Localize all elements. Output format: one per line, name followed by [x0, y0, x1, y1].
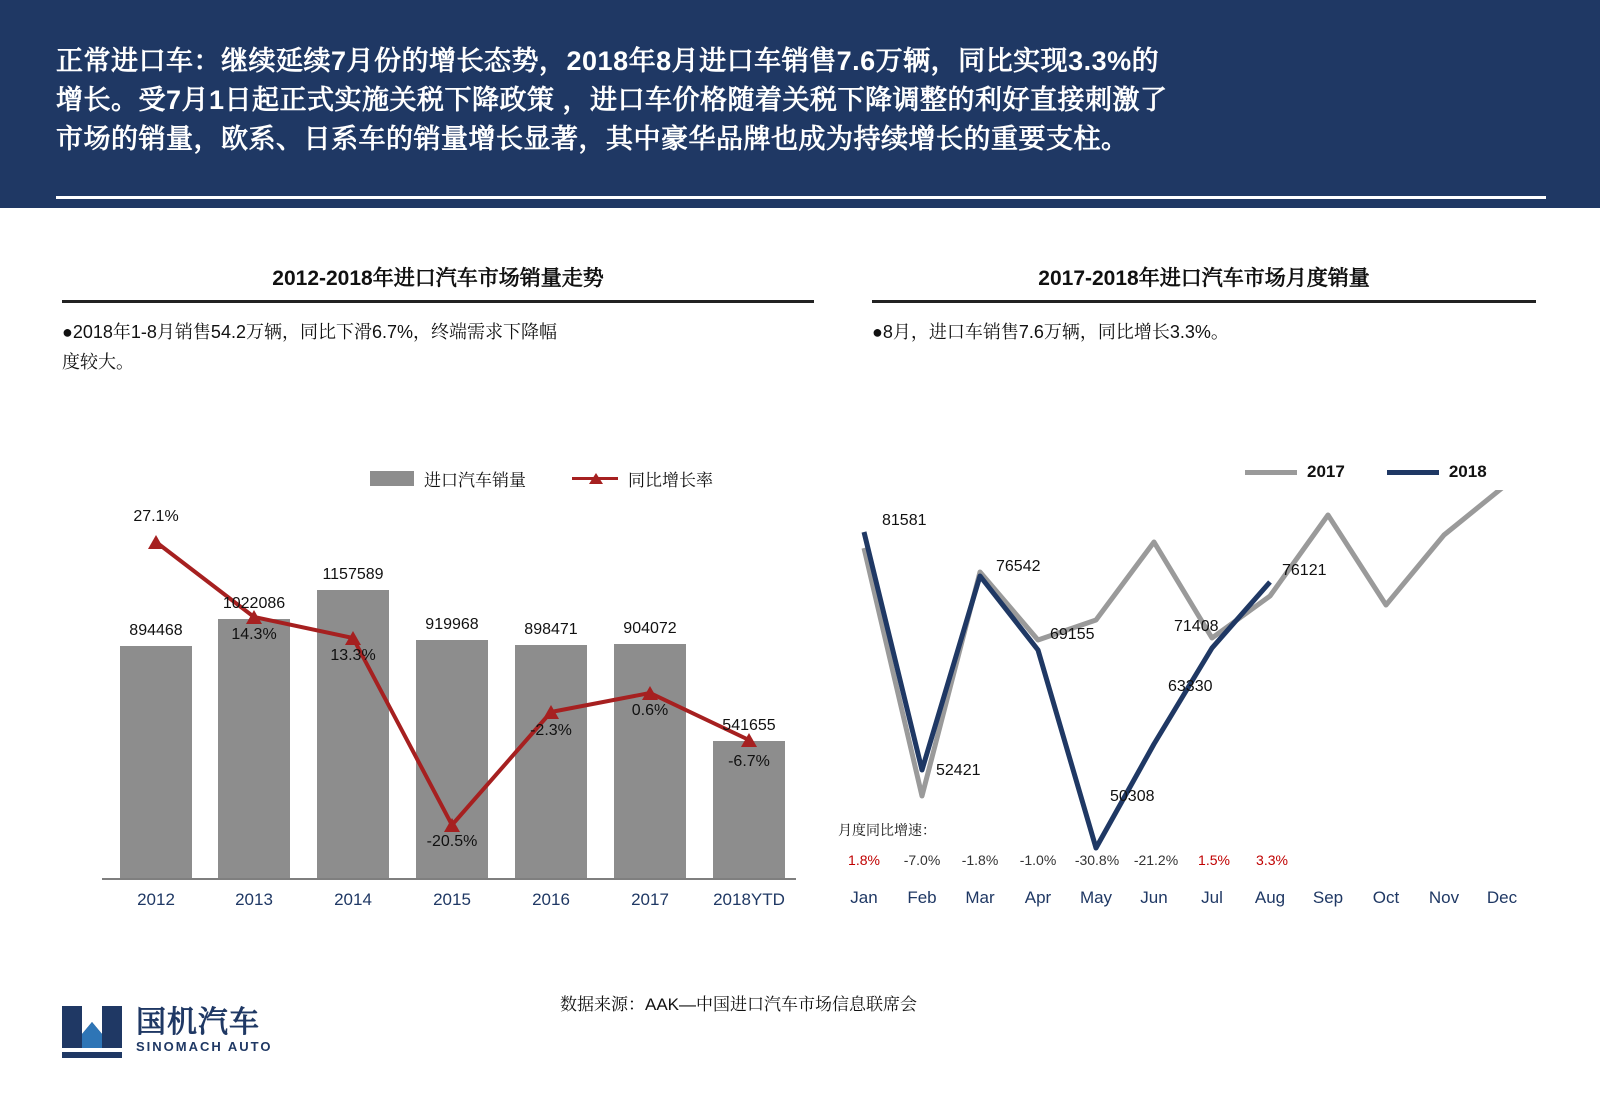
x-label-oct: Oct	[1372, 888, 1400, 907]
data-source-note: 数据来源：AAK—中国进口汽车市场信息联席会	[560, 995, 918, 1014]
bar-value-2014: 1157589	[322, 566, 384, 583]
bar-value-2017: 904072	[623, 620, 677, 637]
x-label-sep: Sep	[1312, 888, 1344, 907]
growth-value-2017: 0.6%	[631, 702, 669, 719]
point-label-apr: 69155	[1050, 626, 1095, 643]
left-bullet-line-2: 度较大。	[62, 352, 134, 372]
point-label-jun: 63330	[1168, 678, 1213, 695]
left-section-divider	[62, 300, 814, 303]
monthly-growth-jun: -21.2%	[1133, 852, 1179, 868]
bar-2013	[218, 619, 290, 878]
right-chart-svg	[838, 490, 1558, 910]
point-label-jul: 71408	[1174, 618, 1219, 635]
legend-2017-swatch	[1245, 470, 1297, 475]
x-label-2017: 2017	[631, 890, 669, 909]
monthly-growth-aug: 3.3%	[1256, 852, 1288, 868]
x-label-nov: Nov	[1428, 888, 1460, 907]
left-section-title: 2012-2018年进口汽车市场销量走势	[272, 267, 604, 290]
legend-2017-label: 2017	[1307, 462, 1345, 481]
monthly-growth-jul: 1.5%	[1198, 852, 1230, 868]
growth-value-2015: -20.5%	[426, 833, 478, 850]
left-bullet-line-1: ●2018年1-8月销售54.2万辆，同比下滑6.7%，终端需求下降幅	[62, 322, 557, 342]
point-label-jan: 81581	[882, 512, 927, 529]
bar-legend-label: 进口汽车销量	[424, 471, 526, 490]
left-section-bullet	[62, 317, 814, 377]
x-label-2015: 2015	[433, 890, 471, 909]
monthly-growth-apr: -1.0%	[1019, 852, 1057, 868]
x-label-may: May	[1079, 888, 1113, 907]
header-line-2: 增长。受7月1日起正式实施关税下降政策 ，进口车价格随着关税下降调整的利好直接刺激了	[56, 85, 1168, 115]
header-line-3: 市场的销量，欧系、日系车的销量增长显著，其中豪华品牌也成为持续增长的重要支柱。	[56, 124, 1129, 154]
right-section-title: 2017-2018年进口汽车市场月度销量	[1038, 267, 1370, 290]
bar-value-2016: 898471	[524, 621, 578, 638]
header-line-1: 正常进口车：继续延续7月份的增长态势，2018年8月进口车销售7.6万辆，同比实现3.3%的	[56, 46, 1160, 76]
x-label-dec: Dec	[1486, 888, 1518, 907]
right-chart-legend	[1245, 462, 1487, 482]
x-label-2012: 2012	[137, 890, 175, 909]
monthly-growth-title: 月度同比增速：	[838, 822, 936, 838]
x-label-2018ytd: 2018YTD	[713, 890, 785, 909]
growth-value-2012: 27.1%	[133, 508, 179, 525]
x-label-2013: 2013	[235, 890, 273, 909]
monthly-growth-may: -30.8%	[1074, 852, 1120, 868]
monthly-growth-jan: 1.8%	[848, 852, 880, 868]
right-section-bullet: ●8月，进口车销售7.6万辆，同比增长3.3%。	[872, 322, 1229, 342]
point-label-aug: 76121	[1282, 562, 1327, 579]
sinomach-mark-icon	[60, 1000, 124, 1060]
growth-value-2016: -2.3%	[530, 722, 572, 739]
bar-value-2018ytd: 541655	[722, 717, 776, 734]
company-logo	[60, 1000, 273, 1060]
point-label-feb: 52421	[936, 762, 981, 779]
monthly-growth-mar: -1.8%	[961, 852, 999, 868]
right-section	[872, 262, 1536, 347]
x-label-jan: Jan	[850, 888, 878, 907]
legend-2018-swatch	[1387, 470, 1439, 475]
x-label-aug: Aug	[1254, 888, 1286, 907]
x-label-jun: Jun	[1140, 888, 1168, 907]
left-section	[62, 262, 814, 377]
legend-2018-label: 2018	[1448, 462, 1487, 481]
header-banner	[0, 0, 1600, 208]
right-section-divider	[872, 300, 1536, 303]
x-label-apr: Apr	[1024, 888, 1052, 907]
logo-text-en: SINOMACH AUTO	[136, 1038, 273, 1054]
x-label-2014: 2014	[334, 890, 372, 909]
growth-value-2013: 14.3%	[231, 626, 277, 643]
right-chart	[838, 490, 1558, 910]
left-chart-legend	[370, 466, 713, 491]
x-label-feb: Feb	[907, 888, 937, 907]
bar-2012	[120, 646, 192, 878]
growth-value-2018ytd: -6.7%	[728, 753, 770, 770]
line-legend-swatch	[572, 477, 618, 480]
growth-value-2014: 13.3%	[330, 647, 376, 664]
bar-2016	[515, 645, 587, 878]
monthly-growth-feb: -7.0%	[903, 852, 941, 868]
x-label-mar: Mar	[965, 888, 995, 907]
bar-value-2015: 919968	[425, 616, 479, 633]
point-label-mar: 76542	[996, 558, 1041, 575]
bar-value-2013: 1022086	[222, 595, 286, 612]
bar-value-2012: 894468	[129, 622, 183, 639]
point-label-may: 50308	[1110, 788, 1155, 805]
header-divider	[56, 196, 1546, 199]
line-legend-label: 同比增长率	[628, 471, 713, 490]
bar-2017	[614, 644, 686, 878]
bar-legend-swatch	[370, 471, 414, 486]
x-label-2016: 2016	[532, 890, 570, 909]
x-label-jul: Jul	[1201, 888, 1223, 907]
left-chart	[96, 500, 796, 920]
logo-text-cn: 国机汽车	[136, 1005, 260, 1039]
